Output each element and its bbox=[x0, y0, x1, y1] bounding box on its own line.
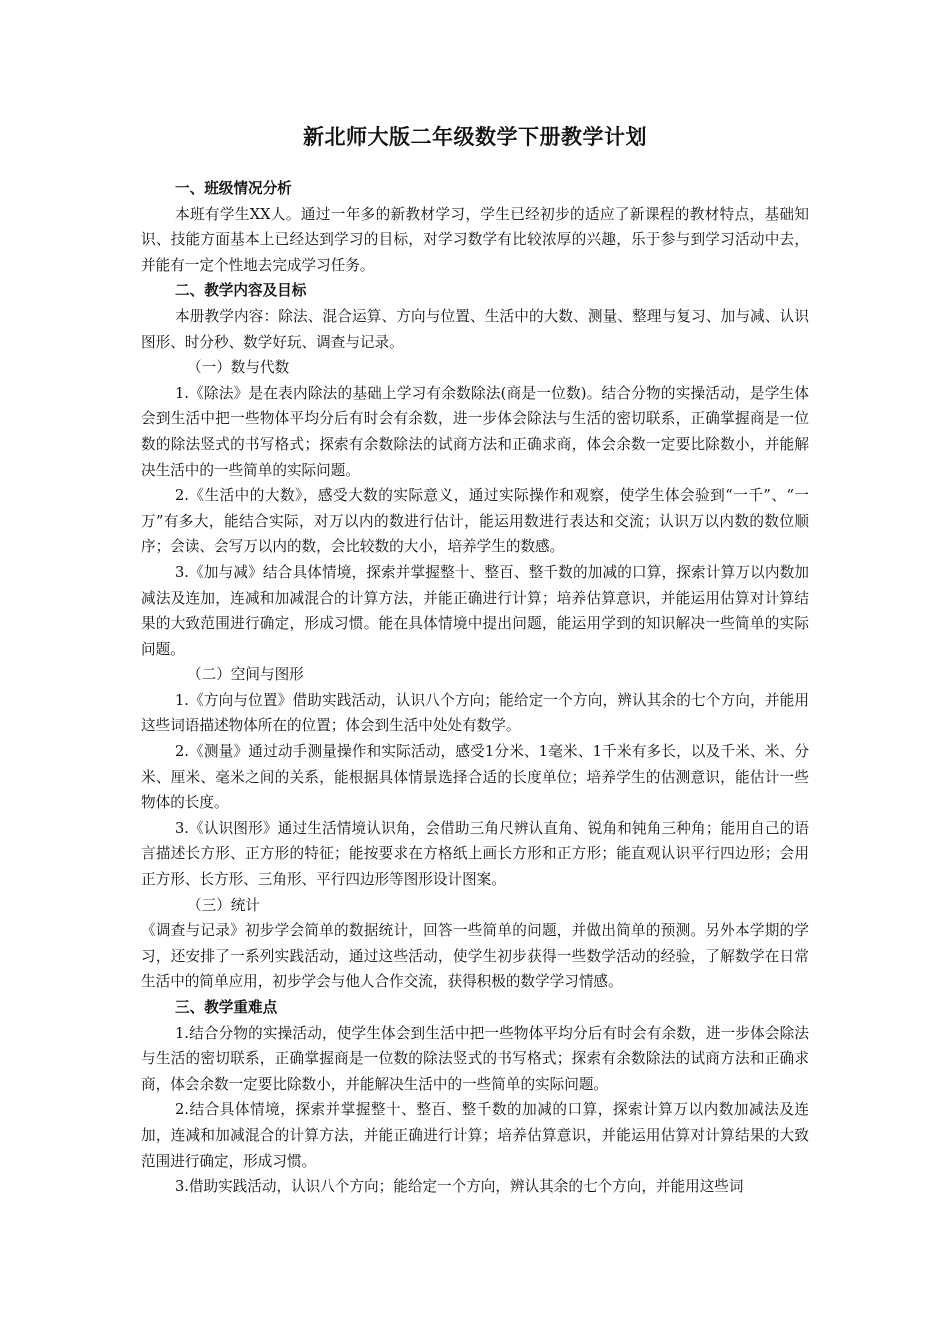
paragraph: 1.结合分物的实操活动，使学生体会到生活中把一些物体平均分后有时会有余数，进一步体会除法与生活的密切联系，正确掌握商是一位数的除法竖式的书写格式；探索有余数除法的试商方法和正确求商，体会余数一定要比除数小，并能解决生活中的一些简单的实际问题。 bbox=[141, 1024, 809, 1093]
paragraph: 3.借助实践活动，认识八个方向；能给定一个方向，辨认其余的七个方向，并能用这些词 bbox=[175, 1178, 744, 1196]
list-item: 《调查与记录》初步学会简单的数据统计，回答一些简单的问题，并做出简单的预测。另外本学期的学习，还安排了一系列实践活动，通过这些活动，使学生初步获得一些数学活动的经验，了解数学在日常生活中的简单应用，初步学会与他人合作交流，获得积极的数学学习情感。 bbox=[141, 922, 809, 991]
document-title: 新北师大版二年级数学下册教学计划 bbox=[303, 125, 647, 149]
list-item: 3.《加与减》结合具体情境，探索并掌握整十、整百、整千数的加减的口算，探索计算万以内数加减法及连加，连减和加减混合的计算方法，并能正确进行计算；培养估算意识，并能运用估算对计算结果的大致范围进行确定，形成习惯。能在具体情境中提出问题，能运用学到的知识解决一些简单的实际问题。 bbox=[141, 563, 809, 658]
list-item: 2.《生活中的大数》，感受大数的实际意义，通过实际操作和观察，使学生体会验到“一千”、“一万”有多大，能结合实际，对万以内的数进行估计，能运用数进行表达和交流；认识万以内数的数位顺序；会读、会写万以内的数，会比较数的大小，培养学生的数感。 bbox=[141, 487, 809, 556]
document-body bbox=[141, 176, 809, 1200]
subsection-heading-statistics: （三）统计 bbox=[187, 896, 260, 914]
paragraph: 本班有学生XX人。通过一年多的新教材学习，学生已经初步的适应了新课程的教材特点，基础知识、技能方面基本上已经达到学习的目标，对学习数学有比较浓厚的兴趣，乐于参与到学习活动中去，并能有一定个性地去完成学习任务。 bbox=[141, 205, 809, 274]
list-item: 2.《测量》通过动手测量操作和实际活动，感受1分米、1毫米、1千米有多长，以及千米、米、分米、厘米、毫米之间的关系，能根据具体情景选择合适的长度单位；培养学生的估测意识，能估计一些物体的长度。 bbox=[141, 743, 809, 812]
section-heading-class-analysis: 一、班级情况分析 bbox=[175, 180, 292, 197]
list-item: 1.《除法》是在表内除法的基础上学习有余数除法(商是一位数)。结合分物的实操活动，是学生体会到生活中把一些物体平均分后有时会有余数，进一步体会除法与生活的密切联系，正确掌握商是一位数的除法竖式的书写格式；探索有余数除法的试商方法和正确求商，体会余数一定要比除数小，并能解决生活中的一些简单的实际问题。 bbox=[141, 384, 809, 479]
subsection-heading-space-shape: （二）空间与图形 bbox=[187, 666, 304, 684]
paragraph: 2.结合具体情境，探索并掌握整十、整百、整千数的加减的口算，探索计算万以内数加减法及连加，连减和加减混合的计算方法，并能正确进行计算；培养估算意识，并能运用估算对计算结果的大致范围进行确定，形成习惯。 bbox=[141, 1101, 809, 1170]
list-item: 3.《认识图形》通过生活情境认识角，会借助三角尺辨认直角、锐角和钝角三种角；能用自己的语言描述长方形、正方形的特征；能按要求在方格纸上画长方形和正方形；能直观认识平行四边形；会用正方形、长方形、三角形、平行四边形等图形设计图案。 bbox=[141, 819, 809, 889]
section-heading-content-goals: 二、教学内容及目标 bbox=[175, 282, 307, 300]
list-item: 1.《方向与位置》借助实践活动，认识八个方向；能给定一个方向，辨认其余的七个方向，并能用这些词语描述物体所在的位置；体会到生活中处处有数学。 bbox=[141, 691, 809, 735]
paragraph: 本册教学内容：除法、混合运算、方向与位置、生活中的大数、测量、整理与复习、加与减、认识图形、时分秒、数学好玩、调查与记录。 bbox=[141, 307, 809, 351]
section-heading-key-difficulties: 三、教学重难点 bbox=[175, 999, 278, 1016]
subsection-heading-number-algebra: （一）数与代数 bbox=[187, 359, 290, 377]
